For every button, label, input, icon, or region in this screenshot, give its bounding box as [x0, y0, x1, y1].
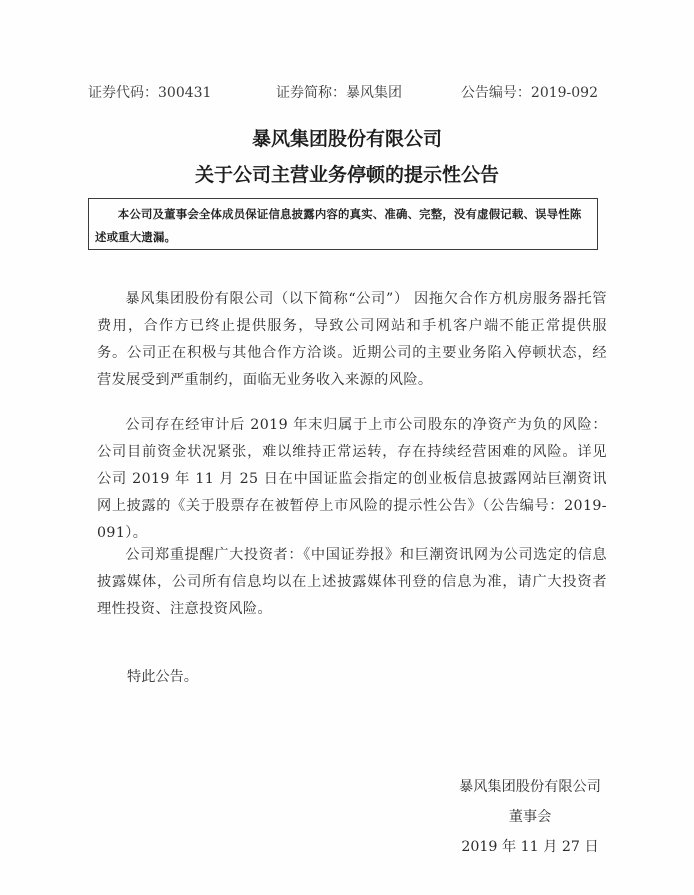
- board-declaration-box: 本公司及董事会全体成员保证信息披露内容的真实、准确、完整，没有虚假记载、误导性陈述或重大遗漏。: [88, 198, 598, 250]
- body-paragraph-investor-reminder: 公司郑重提醒广大投资者：《中国证券报》和巨潮资讯网为公司选定的信息披露媒体，公司所有信息均以在上述披露媒体刊登的信息为准，请广大投资者理性投资、注意投资风险。: [97, 547, 607, 617]
- announcement-title: 关于公司主营业务停顿的提示性公告: [194, 164, 499, 186]
- company-title: 暴风集团股份有限公司: [251, 128, 442, 150]
- body-paragraph-service-suspension: 暴风集团股份有限公司（以下简称“公司”） 因拖欠合作方机房服务器托管费用，合作方已终止提供服务，导致公司网站和手机客户端不能正常提供服务。公司正在积极与其他合作方洽谈。近期公司的主要业务陷入停顿状态，经营发展受到严重制约，面临无业务收入来源的风险。: [97, 291, 607, 388]
- signature-date: 2019 年 11 月 27 日: [461, 839, 599, 855]
- document-header: [88, 82, 598, 104]
- signature-company: 暴风集团股份有限公司: [459, 779, 601, 795]
- closing-statement: 特此公告。: [127, 669, 198, 685]
- stock-short-name: 证券简称：暴风集团: [276, 85, 402, 101]
- signature-board: 董事会: [508, 809, 552, 825]
- announcement-number: 公告编号：2019-092: [460, 85, 598, 101]
- stock-code: 证券代码：300431: [88, 85, 212, 101]
- body-paragraph-net-asset-risk: 公司存在经审计后 2019 年末归属于上市公司股东的净资产为负的风险：公司目前资金状况紧张，难以维持正常运转，存在持续经营困难的风险。详见公司 2019 年 11 月 25 日在中国证监会指定的创业板信息披露网站巨潮资讯网上披露的《关于股票存在被暂停上市风险的提示性公告》（公告编号：2019-091）。: [97, 417, 607, 541]
